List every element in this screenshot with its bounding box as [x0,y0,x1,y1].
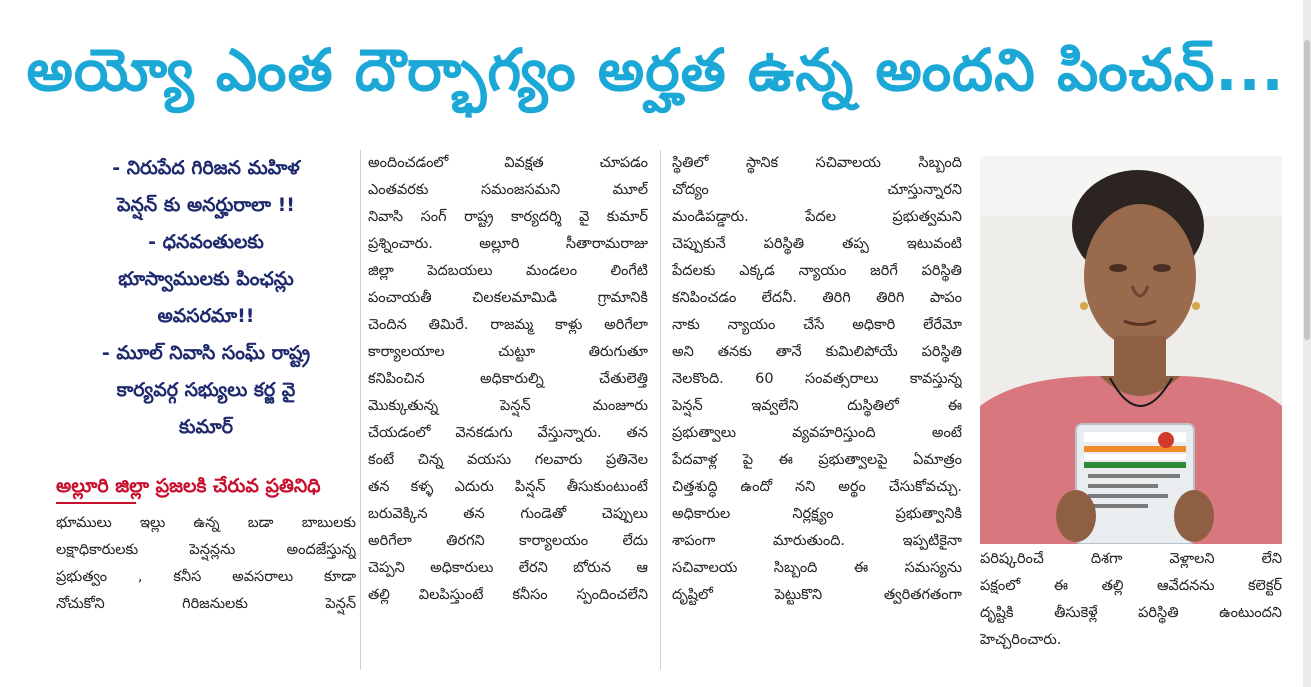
column-1-text [56,510,356,618]
column-2 [368,150,648,609]
column-4 [980,546,1282,654]
text-line: నెలకొంది. 60 సంవత్సరాలు కావస్తున్న [672,371,962,387]
column-divider [660,150,661,670]
byline: అల్లూరి జిల్లా ప్రజలకి చేరువ ప్రతినిధి [56,475,321,497]
text-line: చెందిన తిమిరే. రాజమ్మ కాళ్లు అరిగేలా [368,317,648,333]
text-line: చేయడంలో వెనకడుగు వేస్తున్నారు. తన [368,425,648,441]
text-line: మొక్కుతున్న పెన్షన్ మంజూరు [368,398,648,414]
text-line: పరిష్కరించే దిశగా వెళ్లాలని లేని [980,551,1282,567]
bullet-line: కుమార్ [179,416,233,438]
headline: అయ్యో ఎంత దౌర్భాగ్యం అర్హత ఉన్న అందని పించన్... [26,36,1285,104]
text-line: దృష్టికి తీసుకెళ్లే పరిస్థితి ఉంటుందని [980,605,1282,621]
column-2-text [368,150,648,609]
text-line: అని తనకు తానే కుమిలిపోయే పరిస్థితి [672,344,962,360]
bullet-line: - నిరుపేద గిరిజన మహిళ [112,157,300,179]
bullet-line: - ధనవంతులకు [148,231,264,253]
text-line: సచివాలయ సిబ్బంది ఈ సమస్యను [672,560,962,576]
bullet-line: కార్యవర్గ సభ్యులు కర్జ వై [116,379,296,401]
text-line: చోద్యం చూస్తున్నారని [672,182,962,198]
text-line: చెప్పుకునే పరిస్థితి తప్ప ఇటువంటి [672,236,962,252]
text-line: శాపంగా మారుతుంది. ఇప్పటికైనా [672,533,962,549]
text-line: అరిగేలా తిరగని కార్యాలయం లేదు [368,533,648,549]
text-line: నివాసి సంగ్ రాష్ట్ర కార్యదర్శి వై కుమార్ [368,209,648,225]
text-line: నాకు న్యాయం చేసే అధికారి లేరేమో [672,317,962,333]
text-line: ప్రభుత్వాలు వ్యవహరిస్తుంది అంటే [672,425,962,441]
column-divider [360,150,361,670]
text-line: పెన్షన్ ఇవ్వలేని దుస్థితిలో ఈ [672,398,962,414]
text-line: కనిపించిన అధికారుల్ని చేతులెత్తి [368,371,648,387]
text-line: స్థితిలో స్థానిక సచివాలయ సిబ్బంది [672,155,962,171]
text-line: ప్రభుత్వం , కనీస అవసరాలు కూడా [56,569,356,585]
bullet-line: అవసరమా!! [157,305,255,327]
scrollbar-thumb[interactable] [1304,40,1310,340]
column-3 [672,150,962,609]
bullet-line: పెన్షన్ కు అనర్హురాలా !! [117,194,295,216]
text-line: అధికారుల నిర్లక్ష్యం ప్రభుత్వానికి [672,506,962,522]
byline-rule [56,502,136,504]
column-4-text [980,546,1282,654]
text-line: చిత్తశుద్ధి ఉందో నని అర్థం చేసుకోవచ్చు. [672,479,962,495]
text-line: కనిపించడం లేదనీ. తిరిగి తిరిగి పాపం [672,290,962,306]
text-line: జిల్లా పెదబయలు మండలం లింగేటి [368,263,648,279]
text-line: చెప్పని అధికారులు లేరని బోరున ఆ [368,560,648,576]
text-line: భూములు ఇల్లు ఉన్న బడా బాబులకు [56,515,356,531]
bullet-line: - మూల్ నివాసి సంఘ్ రాష్ట్ర [101,342,311,364]
text-line: ప్రశ్నించారు. అల్లూరి సీతారామరాజు [368,236,648,252]
text-line: తన కళ్ళ ఎదురు పిన్షన్ తీసుకుంటుంటే [368,479,648,495]
text-line: తల్లి విలపిస్తుంటే కనీసం స్పందించలేని [368,587,648,603]
column-3-text [672,150,962,609]
text-line: లక్షాధికారులకు పెన్షన్లను అందజేస్తున్న [56,542,356,558]
column-1 [56,150,356,618]
highlight-bullets [56,150,356,446]
text-line: పక్షంలో ఈ తల్లి ఆవేదనను కలెక్టర్ [980,578,1282,594]
woman-portrait-illustration [980,156,1282,544]
text-line: పేదలకు ఎక్కడ న్యాయం జరిగే పరిస్థితి [672,263,962,279]
text-line: దృష్టిలో పెట్టుకొని త్వరితగతంగా [672,587,962,603]
text-line: కంటే చిన్న వయసు గలవారు ప్రతినెల [368,452,648,468]
text-line: మండిపడ్డారు. పేదల ప్రభుత్వమని [672,209,962,225]
bullet-line: భూస్వాములకు పింఛన్లు [118,268,294,290]
text-line: నోచుకోని గిరిజనులకు పెన్షన్ [56,596,356,612]
text-line: పేదవాళ్ల పై ఈ ప్రభుత్వాలపై ఏమాత్రం [672,452,962,468]
text-line: బరువెక్కిన తన గుండెతో చెప్పులు [368,506,648,522]
text-line: ఎంతవరకు సమంజసమని మూల్ [368,182,648,198]
text-line: అందించడంలో వివక్షత చూపడం [368,155,648,171]
scrollbar[interactable] [1303,0,1311,687]
text-line: హెచ్చరించారు. [980,632,1062,648]
text-line: కార్యాలయాల చుట్టూ తిరుగుతూ [368,344,648,360]
news-photo [980,156,1282,544]
text-line: పంచాయతీ చిలకలమామిడి గ్రామానికి [368,290,648,306]
